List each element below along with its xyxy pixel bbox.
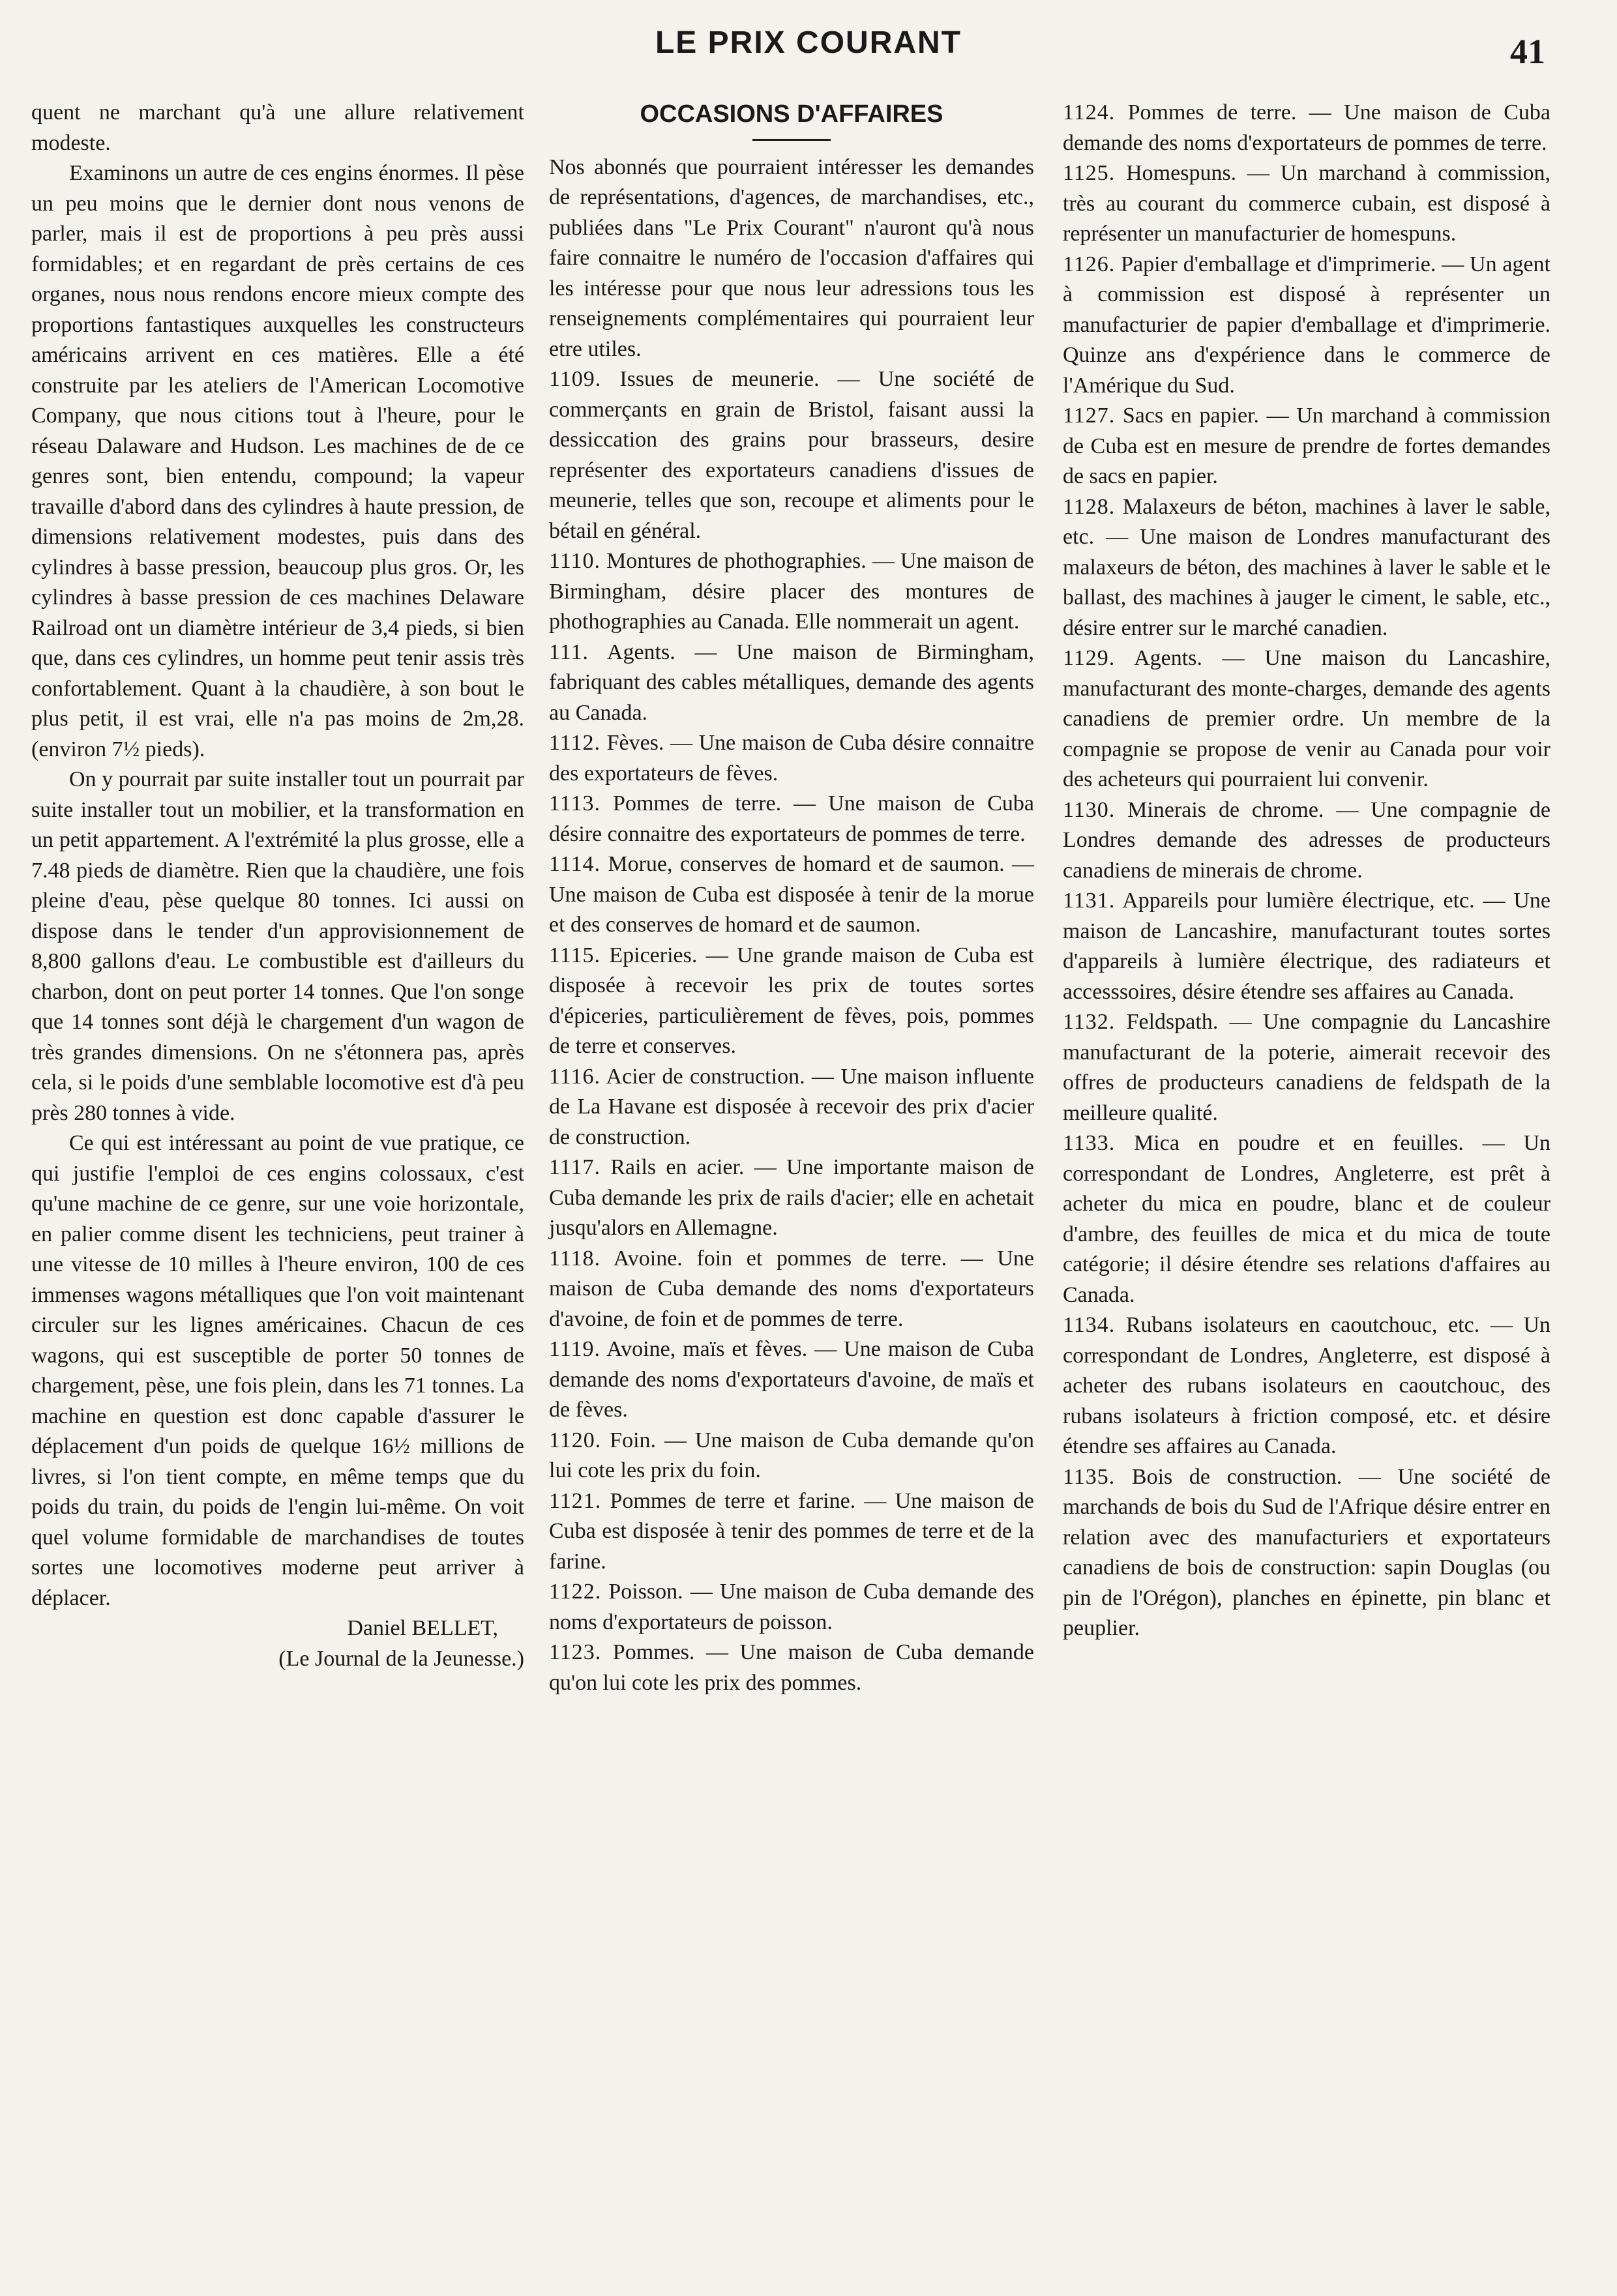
section-title: OCCASIONS D'AFFAIRES	[640, 100, 943, 128]
entry-text: Acier de construction. — Une maison influente de La Havane est disposée à recevoir des prix d'acier de construction.	[549, 1064, 1035, 1149]
entry-number: 1112.	[549, 731, 601, 755]
entry-text: Epiceries. — Une grande maison de Cuba est disposée à recevoir les prix de toutes sortes d'épiceries, particulièrement de fèves, pois, pommes de terre et conserves.	[549, 943, 1035, 1058]
entry-text: Homespuns. — Un marchand à commission, très au courant du commerce cubain, est disposé à représenter un manufacturier de homespuns.	[1063, 161, 1551, 246]
entry-text: Issues de meunerie. — Une société de commerçants en grain de Bristol, faisant aussi la dessiccation des grains pour brasseurs, desire représenter des exportateurs canadiens d'issues de meunerie, telles que son, recoupe et aliments pour le bétail en général.	[549, 367, 1034, 543]
entry-number: 1129.	[1063, 646, 1116, 670]
business-opportunity-entry	[549, 638, 1034, 729]
entry-number: 1113.	[549, 791, 601, 816]
entry-number: 1134.	[1063, 1313, 1116, 1337]
article-paragraph: Examinons un autre de ces engins énormes. Il pèse un peu moins que le dernier dont nous venons de parler, mais il est de proportions à peu près aussi formidables; et en regardant de près certains de ces organes, nous nous rendons encore mieux compte des proportions fantastiques auxquelles les constructeurs américains arrivent en ces matières. Elle a été construite par les ateliers de l'American Locomotive Company, que nous citions tout à l'heure, pour le réseau Dalaware and Hudson. Les machines de de ce genres sont, bien entendu, compound; la vapeur travaille d'abord dans des cylindres à haute pression, de dimensions relativement modestes, puis dans des cylindres à basse pression, beaucoup plus gros. Or, les cylindres à basse pression de ces machines Delaware Railroad ont un diamètre intérieur de 3,4 pieds, si bien que, dans ces cylindres, un homme peut tenir assis très confortablement. Quant à la chaudière, à son bout le plus petit, il est vrai, elle n'a pas moins de 2m,28. (environ 7½ pieds).	[31, 161, 524, 761]
business-opportunity-entry	[1063, 401, 1550, 492]
entry-number: 1126.	[1063, 252, 1116, 276]
business-opportunity-entry	[549, 1153, 1034, 1244]
entry-text: Poisson. — Une maison de Cuba demande des noms d'exportateurs de poisson.	[549, 1580, 1035, 1634]
article-source: (Le Journal de la Jeunesse.)	[278, 1646, 524, 1671]
entry-text: Agents. — Une maison du Lancashire, manufacturant des monte-charges, demande des agents canadiens de premier ordre. Un membre de la compagnie se propose de venir au Canada pour voir des acheteurs qui pourraient lui convenir.	[1063, 646, 1550, 791]
business-opportunity-entry	[1063, 1128, 1550, 1310]
business-opportunity-entry	[549, 789, 1034, 849]
business-opportunity-entry	[1063, 158, 1550, 250]
entry-text: Pommes. — Une maison de Cuba demande qu'on lui cote les prix des pommes.	[549, 1640, 1035, 1695]
section-intro: Nos abonnés que pourraient intéresser les demandes de représentations, d'agences, de marchandises, etc., publiées dans "Le Prix Courant" n'auront qu'à nous faire connaitre le numéro de l'occasion d'affaires qui les intéresse pour que nous leur adressions tous les renseignements complémentaires qui pourraient leur etre utiles.	[549, 155, 1034, 361]
business-opportunity-entry	[549, 1577, 1034, 1638]
business-opportunity-entry	[549, 849, 1034, 941]
entry-text: Bois de construction. — Une société de marchands de bois du Sud de l'Afrique désire entrer en relation avec des manufacturiers et exportateurs canadiens de bois de construction: sapin Douglas (ou pin de l'Orégon), planches en épinette, pin blanc et peuplier.	[1063, 1464, 1550, 1640]
entry-text: Sacs en papier. — Un marchand à commission de Cuba est en mesure de prendre de fortes demandes de sacs en papier.	[1063, 404, 1550, 488]
business-opportunity-entry	[549, 1244, 1034, 1335]
entry-number: 1135.	[1063, 1464, 1116, 1489]
occasions-column-middle	[549, 99, 1034, 1698]
section-divider	[752, 139, 831, 141]
entry-number: 1130.	[1063, 797, 1116, 822]
entry-number: 1115.	[549, 943, 601, 967]
entry-text: Minerais de chrome. — Une compagnie de Londres demande des adresses de producteurs canadiens de minerais de chrome.	[1063, 797, 1550, 883]
entry-number: 1119.	[549, 1337, 601, 1361]
business-opportunity-entry	[1063, 643, 1550, 795]
entry-text: Morue, conserves de homard et de saumon. — Une maison de Cuba est disposée à tenir de la morue et des conserves de homard et de saumon.	[549, 852, 1034, 937]
business-opportunity-entry	[549, 941, 1034, 1062]
author-signature: Daniel BELLET,	[347, 1616, 498, 1640]
entry-text: Avoine, maïs et fèves. — Une maison de Cuba demande des noms d'exportateurs d'avoine, de maïs et de fèves.	[549, 1337, 1034, 1422]
occasions-column-right	[1063, 98, 1550, 1644]
business-opportunity-entry	[549, 1486, 1034, 1578]
entry-text: Pommes de terre. — Une maison de Cuba désire connaitre des exportateurs de pommes de terre.	[549, 791, 1034, 846]
entry-number: 1131.	[1063, 889, 1116, 913]
entry-number: 1118.	[549, 1246, 601, 1271]
entries-list-middle	[549, 364, 1034, 1698]
entry-number: 1121.	[549, 1488, 602, 1513]
business-opportunity-entry	[1063, 250, 1550, 402]
entry-number: 1110.	[549, 549, 601, 573]
entry-text: Mica en poudre et en feuilles. — Un correspondant de Londres, Angleterre, est prêt à acheter du mica en poudre, blanc et de couleur d'ambre, des feuilles de mica et du mica de toute catégorie; il désire étendre ses relations d'affaires au Canada.	[1063, 1131, 1550, 1307]
entry-number: 1127.	[1063, 404, 1116, 428]
business-opportunity-entry	[1063, 492, 1550, 644]
entry-text: Agents. — Une maison de Birmingham, fabriquant des cables métalliques, demande des agents au Canada.	[549, 640, 1034, 725]
business-opportunity-entry	[549, 728, 1034, 789]
entry-text: Feldspath. — Une compagnie du Lancashire manufacturant de la poterie, aimerait recevoir des offres de producteurs canadiens de feldspath de la meilleure qualité.	[1063, 1010, 1551, 1125]
entry-number: 1116.	[549, 1064, 601, 1089]
business-opportunity-entry	[1063, 886, 1550, 1007]
article-column-left	[31, 98, 524, 1674]
entry-number: 1123.	[549, 1640, 602, 1664]
entries-list-right	[1063, 98, 1550, 1644]
entry-text: Rails en acier. — Une importante maison de Cuba demande les prix de rails d'acier; elle en achetait jusqu'alors en Allemagne.	[549, 1155, 1034, 1240]
entry-text: Pommes de terre. — Une maison de Cuba demande des noms d'exportateurs de pommes de terre.	[1063, 100, 1550, 155]
business-opportunity-entry	[549, 1062, 1034, 1153]
page-number: 41	[1510, 32, 1545, 71]
business-opportunity-entry	[1063, 795, 1550, 887]
entry-text: Rubans isolateurs en caoutchouc, etc. — Un correspondant de Londres, Angleterre, est disposé à acheter des rubans isolateurs en caoutchouc, des rubans isolateurs à friction composé, etc. et désire étendre ses affaires au Canada.	[1063, 1313, 1550, 1458]
article-paragraph: quent ne marchant qu'à une allure relativement modeste.	[31, 100, 524, 155]
entry-number: 1114.	[549, 852, 601, 876]
entry-number: 1109.	[549, 367, 602, 391]
entry-number: 111.	[549, 640, 589, 664]
entry-number: 1122.	[549, 1580, 602, 1604]
business-opportunity-entry	[1063, 98, 1550, 158]
entry-number: 1117.	[549, 1155, 601, 1179]
business-opportunity-entry	[1063, 1007, 1550, 1128]
entry-text: Appareils pour lumière électrique, etc. — Une maison de Lancashire, manufacturant toutes sortes d'appareils à lumière électrique, des radiateurs et accesssoires, désire étendre ses affaires au Canada.	[1063, 889, 1550, 1004]
business-opportunity-entry	[1063, 1462, 1550, 1644]
page-header-title: LE PRIX COURANT	[655, 25, 962, 60]
business-opportunity-entry	[549, 364, 1034, 546]
entry-number: 1125.	[1063, 161, 1116, 185]
entry-text: Montures de phothographies. — Une maison de Birmingham, désire placer des montures de phothographies au Canada. Elle nommerait un agent.	[549, 549, 1034, 634]
entry-number: 1132.	[1063, 1010, 1116, 1034]
entry-text: Pommes de terre et farine. — Une maison de Cuba est disposée à tenir des pommes de terre et de la farine.	[549, 1488, 1035, 1574]
entry-text: Fèves. — Une maison de Cuba désire connaitre des exportateurs de fèves.	[549, 731, 1035, 786]
article-paragraph: Ce qui est intéressant au point de vue pratique, ce qui justifie l'emploi de ces engins colossaux, c'est qu'une machine de ce genre, sur une voie horizontale, en palier comme disent les techniciens, peut trainer à une vitesse de 10 milles à l'heure environ, 100 de ces immenses wagons métalliques que l'on voit maintenant circuler sur les lignes américaines. Chacun de ces wagons, qui est susceptible de porter 50 tonnes de chargement, pèse, une fois plein, dans les 71 tonnes. La machine en question est donc capable d'assurer le déplacement d'un poids de quelque 16½ millions de livres, si l'on tient compte, en même temps que du poids du train, du poids de l'engin lui-même. On voit quel volume formidable de marchandises de toutes sortes une locomotives moderne peut arriver à déplacer.	[31, 1131, 524, 1610]
entry-text: Malaxeurs de béton, machines à laver le sable, etc. — Une maison de Londres manufacturant des malaxeurs de béton, des machines à laver le sable et le ballast, des machines à jauger le ciment, le sable, etc., désire entrer sur le marché canadien.	[1063, 494, 1551, 640]
business-opportunity-entry	[549, 1334, 1034, 1426]
article-paragraph: On y pourrait par suite installer tout un pourrait par suite installer tout un mobilier, et la transformation en un petit appartement. A l'extrémité la plus grosse, elle a 7.48 pieds de diamètre. Rien que la chaudière, une fois pleine d'eau, pèse quelque 80 tonnes. Ici aussi on dispose dans le tender d'un approvisionnement de 8,800 gallons d'eau. Le combustible est d'ailleurs du charbon, dont on peut porter 14 tonnes. Que l'on songe que 14 tonnes sont déjà le chargement d'un wagon de très grandes dimensions. On ne s'étonnera pas, après cela, si le poids d'une semblable locomotive est d'à peu près 280 tonnes à vide.	[31, 767, 524, 1125]
entry-number: 1133.	[1063, 1131, 1116, 1155]
entry-number: 1120.	[549, 1428, 602, 1452]
entry-text: Foin. — Une maison de Cuba demande qu'on lui cote les prix du foin.	[549, 1428, 1035, 1482]
entry-number: 1124.	[1063, 100, 1116, 125]
business-opportunity-entry	[1063, 1310, 1550, 1462]
business-opportunity-entry	[549, 1426, 1034, 1486]
entry-text: Avoine. foin et pommes de terre. — Une maison de Cuba demande des noms d'exportateurs d'avoine, de foin et de pommes de terre.	[549, 1246, 1034, 1331]
entry-text: Papier d'emballage et d'imprimerie. — Un agent à commission est disposé à représenter un manufacturier de papier d'emballage et d'imprimerie. Quinze ans d'expérience dans le commerce de l'Amérique du Sud.	[1063, 252, 1551, 398]
business-opportunity-entry	[549, 546, 1034, 638]
business-opportunity-entry	[549, 1638, 1034, 1698]
entry-number: 1128.	[1063, 494, 1116, 519]
